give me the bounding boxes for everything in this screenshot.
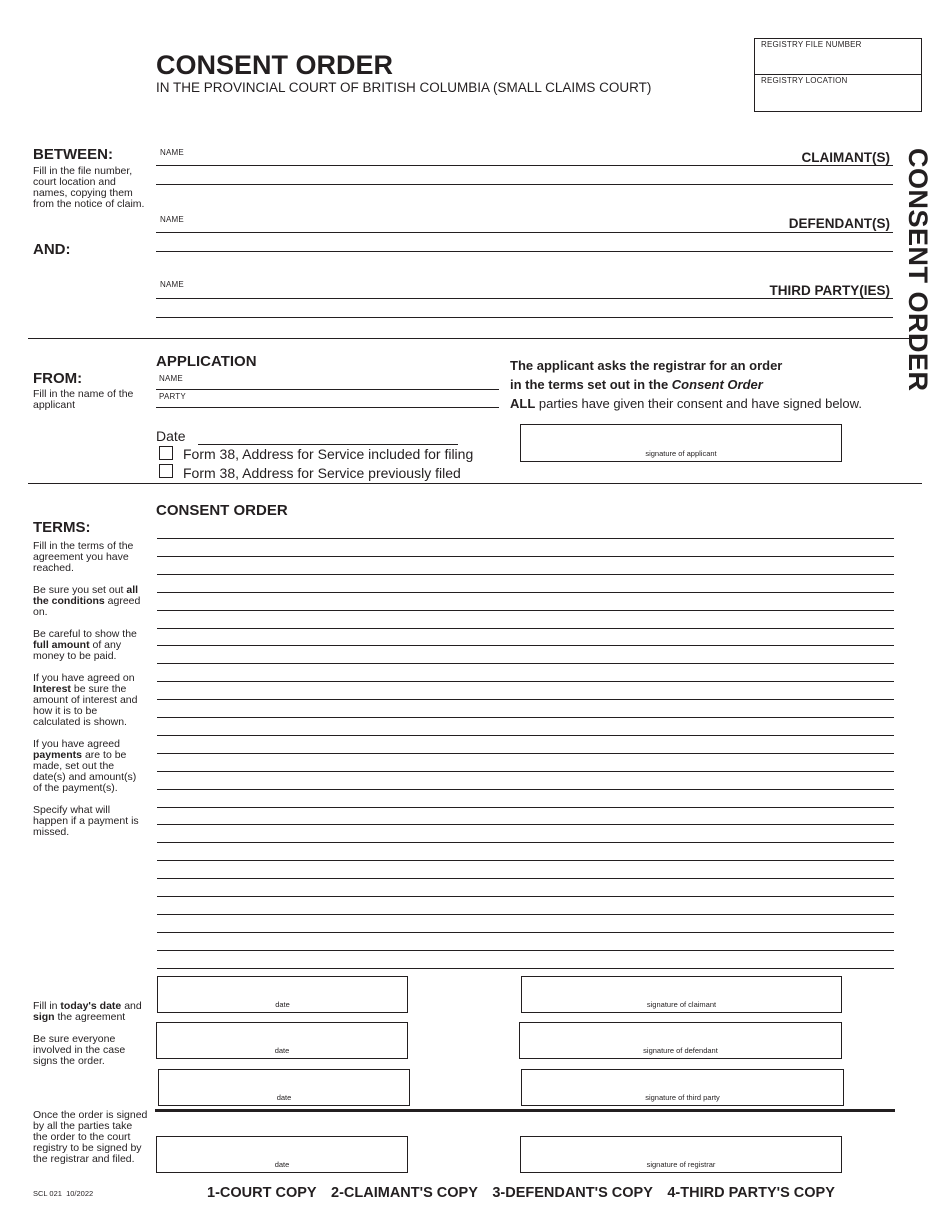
request-line-2-italic: Consent Order <box>671 377 763 392</box>
terms-line[interactable] <box>157 610 894 611</box>
defendant-signature-box[interactable] <box>519 1022 842 1059</box>
previously-filed-label: Form 38, Address for Service previously filed <box>183 465 461 481</box>
defendant-copy-label: 3-DEFENDANT'S COPY <box>492 1185 653 1201</box>
terms-help-5-a: If you have agreed <box>33 738 120 750</box>
claimant-signature-box[interactable] <box>521 976 842 1013</box>
terms-line[interactable] <box>157 878 894 879</box>
terms-line[interactable] <box>157 789 894 790</box>
claimant-date-caption: date <box>275 1000 290 1009</box>
signature-help-1-b: today's date <box>60 1000 122 1012</box>
claimant-name-line-1[interactable] <box>156 165 893 166</box>
signature-help-1-d: sign <box>33 1011 55 1023</box>
registry-location-label: REGISTRY LOCATION <box>761 76 848 85</box>
claimant-copy-label: 2-CLAIMANT'S COPY <box>331 1185 478 1201</box>
signature-help-1-a: Fill in <box>33 1000 61 1012</box>
registry-file-number-field[interactable] <box>754 38 922 75</box>
terms-line[interactable] <box>157 896 894 897</box>
terms-help-6: Specify what will happen if a payment is missed. <box>33 804 139 838</box>
terms-line[interactable] <box>157 538 894 539</box>
defendant-label: DEFENDANT(S) <box>788 216 890 231</box>
third-party-date-box[interactable] <box>158 1069 410 1106</box>
defendant-name-line-2[interactable] <box>156 251 893 252</box>
terms-line[interactable] <box>157 717 894 718</box>
applicant-name-label: NAME <box>159 374 183 383</box>
and-label: AND: <box>33 241 71 258</box>
terms-help-3-b: full amount <box>33 639 90 651</box>
terms-line[interactable] <box>157 753 894 754</box>
claimant-signature-caption: signature of claimant <box>646 1000 717 1009</box>
terms-help-4-b: Interest <box>33 683 71 695</box>
signature-help-1-c: and <box>121 1000 142 1012</box>
between-help: Fill in the file number, court location and names, copying them from the notice of claim. <box>33 165 145 210</box>
date-label: Date <box>156 428 186 444</box>
applicant-name-line[interactable] <box>156 389 499 390</box>
terms-help-2 <box>33 585 145 618</box>
application-request-text <box>510 356 900 413</box>
court-copy-label: 1-COURT COPY <box>207 1185 317 1201</box>
terms-help-2-c: agreed on. <box>33 595 141 618</box>
registrar-date-box[interactable] <box>156 1136 408 1173</box>
third-party-name-label: NAME <box>160 280 184 289</box>
terms-line[interactable] <box>157 628 894 629</box>
signature-help-1-e: the agreement <box>54 1011 126 1023</box>
form-code: SCL 021 10/2022 <box>33 1189 94 1198</box>
request-line-3-rest: parties have given their consent and have signed below. <box>535 396 862 411</box>
consent-order-heading: CONSENT ORDER <box>156 502 288 519</box>
terms-help <box>33 541 145 838</box>
included-for-filing-checkbox[interactable] <box>159 446 173 460</box>
terms-help-3-c: of any money to be paid. <box>33 639 122 662</box>
registrar-date-caption: date <box>274 1160 290 1169</box>
terms-line[interactable] <box>157 699 894 700</box>
terms-help-3 <box>33 629 145 662</box>
application-heading: APPLICATION <box>156 353 257 370</box>
section-divider <box>28 483 922 484</box>
terms-help-1: Fill in the terms of the agreement you have reached. <box>33 540 134 574</box>
third-party-signature-caption: signature of third party <box>645 1093 720 1102</box>
terms-line[interactable] <box>157 663 894 664</box>
terms-line[interactable] <box>157 735 894 736</box>
third-party-label: THIRD PARTY(IES) <box>769 283 890 298</box>
request-line-3-bold: ALL <box>510 396 536 411</box>
terms-line[interactable] <box>157 592 894 593</box>
applicant-party-label: PARTY <box>159 392 186 401</box>
application-date-line[interactable] <box>198 444 458 445</box>
section-divider <box>28 338 922 339</box>
terms-help-2-a: Be sure you set out <box>33 584 127 596</box>
vertical-form-title: CONSENT ORDER <box>903 148 933 392</box>
defendant-name-line-1[interactable] <box>156 232 893 233</box>
from-help: Fill in the name of the applicant <box>33 388 134 411</box>
applicant-signature-box[interactable] <box>520 424 842 462</box>
claimant-label: CLAIMANT(S) <box>801 150 890 165</box>
registry-file-number-label: REGISTRY FILE NUMBER <box>761 40 862 49</box>
registrar-help: Once the order is signed by all the parties take the order to the court registry to be signed by the registrar and filed. <box>33 1109 148 1165</box>
terms-label: TERMS: <box>33 519 91 536</box>
signature-help-2: Be sure everyone involved in the case signs the order. <box>33 1033 126 1067</box>
request-line-2 <box>510 375 900 394</box>
terms-line[interactable] <box>157 771 894 772</box>
third-party-date-caption: date <box>276 1093 292 1102</box>
terms-help-5-c: are to be made, set out the date(s) and amount(s) of the payment(s). <box>33 749 137 794</box>
registrar-signature-box[interactable] <box>520 1136 842 1173</box>
registry-location-field[interactable] <box>754 74 922 112</box>
third-party-name-line-1[interactable] <box>156 298 893 299</box>
copy-distribution <box>207 1184 835 1202</box>
page-title: CONSENT ORDER <box>156 50 394 80</box>
terms-line[interactable] <box>157 556 894 557</box>
terms-line[interactable] <box>157 932 894 933</box>
terms-help-4 <box>33 673 145 728</box>
request-line-3 <box>510 394 900 413</box>
between-label: BETWEEN: <box>33 146 113 163</box>
defendant-date-box[interactable] <box>156 1022 408 1059</box>
third-party-copy-label: 4-THIRD PARTY'S COPY <box>667 1185 835 1201</box>
terms-line[interactable] <box>157 968 894 969</box>
terms-help-3-a: Be careful to show the <box>33 628 137 640</box>
terms-help-4-a: If you have agreed on <box>33 672 135 684</box>
terms-line[interactable] <box>157 574 894 575</box>
terms-help-4-c: be sure the amount of interest and how it is to be calculated is shown. <box>33 683 138 728</box>
previously-filed-checkbox[interactable] <box>159 464 173 478</box>
defendant-name-label: NAME <box>160 215 184 224</box>
signature-help-1 <box>33 1001 149 1023</box>
third-party-signature-box[interactable] <box>521 1069 844 1106</box>
request-line-1: The applicant asks the registrar for an order <box>510 358 783 373</box>
terms-line[interactable] <box>157 681 894 682</box>
claimant-date-box[interactable] <box>157 976 408 1013</box>
terms-help-5-b: payments <box>33 749 83 761</box>
registrar-signature-caption: signature of registrar <box>646 1160 716 1169</box>
defendant-date-caption: date <box>274 1046 290 1055</box>
applicant-party-line[interactable] <box>156 407 499 408</box>
terms-line[interactable] <box>157 645 894 646</box>
defendant-signature-caption: signature of defendant <box>643 1046 718 1055</box>
signature-help <box>33 1001 149 1067</box>
applicant-signature-caption: signature of applicant <box>645 449 717 458</box>
terms-line[interactable] <box>157 914 894 915</box>
terms-line[interactable] <box>157 860 894 861</box>
terms-line[interactable] <box>157 807 894 808</box>
terms-help-5 <box>33 739 145 794</box>
registrar-divider <box>155 1109 895 1112</box>
terms-line[interactable] <box>157 842 894 843</box>
included-for-filing-label: Form 38, Address for Service included for filing <box>183 446 474 462</box>
claimant-name-line-2[interactable] <box>156 184 893 185</box>
page-subtitle: IN THE PROVINCIAL COURT OF BRITISH COLUMBIA (SMALL CLAIMS COURT) <box>156 80 652 95</box>
request-line-2-prefix: in the terms set out in the <box>510 377 672 392</box>
terms-help-2-b: all the conditions <box>33 584 139 607</box>
terms-line[interactable] <box>157 950 894 951</box>
claimant-name-label: NAME <box>160 148 184 157</box>
terms-line[interactable] <box>157 824 894 825</box>
from-label: FROM: <box>33 370 83 387</box>
third-party-name-line-2[interactable] <box>156 317 893 318</box>
